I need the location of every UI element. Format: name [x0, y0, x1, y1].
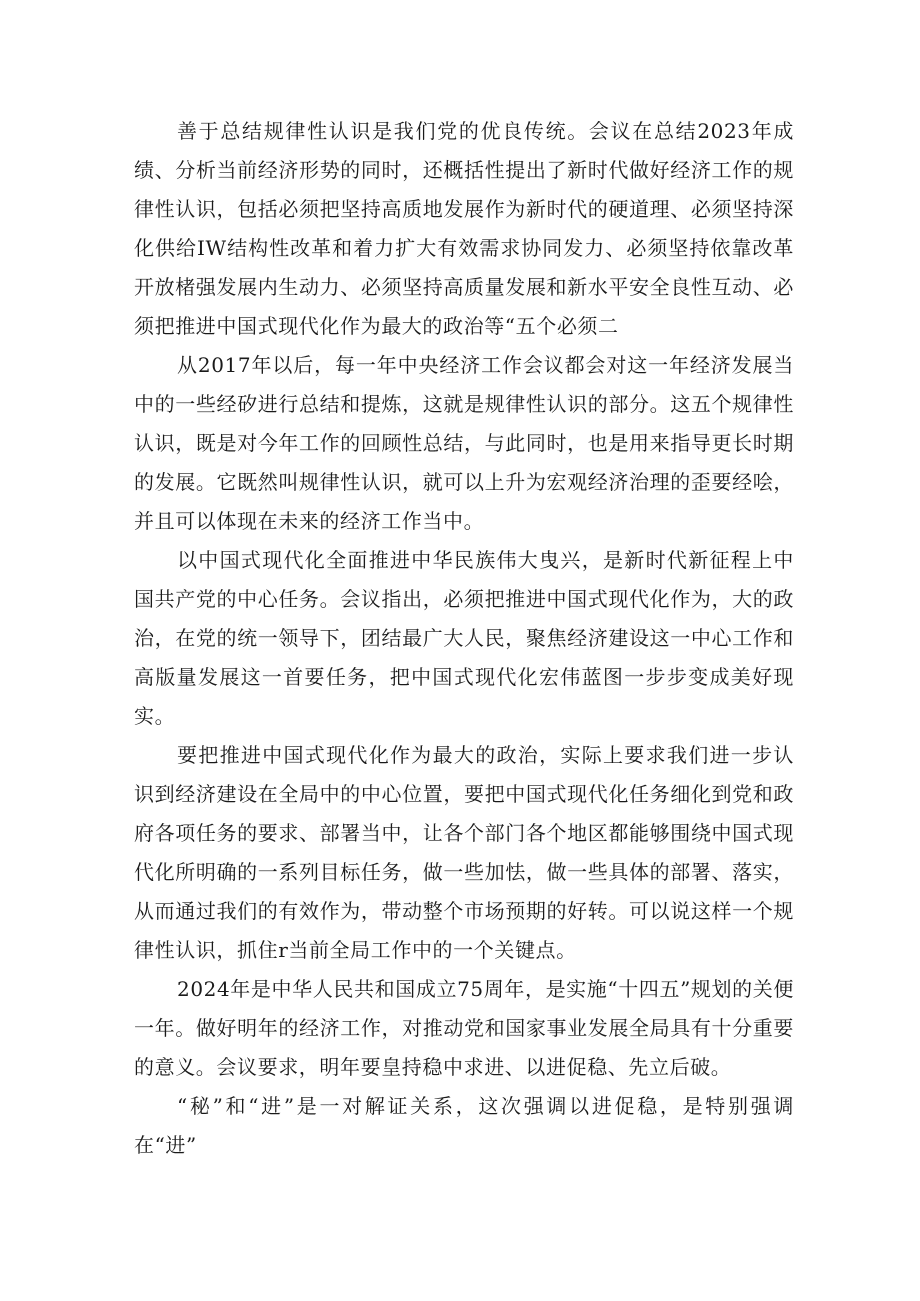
paragraph-3: 以中国式现代化全面推进中华民族伟大曳兴，是新时代新征程上中国共产党的中心任务。会议指出，必须把推进中国式现代化作为，大的政治，在党的统一领导下，团结最广大人民，聚焦经济建设这一中心工作和高版量发展这一首要任务，把中国式现代化宏伟蓝图一步步变成美好现实。: [134, 548, 794, 728]
document-body: [134, 112, 794, 1165]
paragraph-1: 善于总结规律性认识是我们党的优良传统。会议在总结2023年成绩、分析当前经济形势的同时，还概括性提出了新时代做好经济工作的规律性认识，包括必须把坚持高质地发展作为新时代的硬道理、必须坚持深化供给IW结构性改革和着力扩大有效需求协同发力、必须坚持依靠改革开放楮强发展内生动力、必须坚持高质量发展和新水平安全良性互动、必须把推进中国式现代化作为最大的政治等“五个必须二: [134, 119, 794, 338]
paragraph-2: 从2017年以后，每一年中央经济工作会议都会对这一年经济发展当中的一些经矽进行总结和提炼，这就是规律性认识的部分。这五个规律性认识，既是对今年工作的回顾性总结，与此同时，也是用来指导更长时期的发展。它既然叫规律性认识，就可以上升为宏观经济治理的歪要经哙，并且可以体现在未来的经济工作当中。: [134, 353, 794, 533]
paragraph-5: 2024年是中华人民共和国成立75周年，是实施“十四五”规划的关便一年。做好明年的经济工作，对推动党和国家事业发展全局具有十分重要的意义。会议要求，明年要皇持稳中求进、以进促稳、先立后破。: [134, 977, 794, 1079]
paragraph-4: 要把推进中国式现代化作为最大的政治，实际上要求我们进一步认识到经济建设在全局中的中心位置，要把中国式现代化任务细化到党和政府各项任务的要求、部署当中，让各个部门各个地区都能够围绕中国式现代化所明确的一系列目标任务，做一些加怯，做一些具体的部署、落实，从而通过我们的有效作为，带动整个市场预期的好转。可以说这样一个规律性认识，抓住r当前全局工作中的一个关键点。: [134, 743, 794, 962]
paragraph-6: “秘”和“进”是一对解证关系，这次强调以进促稳，是特别强调在“进”: [134, 1094, 794, 1157]
